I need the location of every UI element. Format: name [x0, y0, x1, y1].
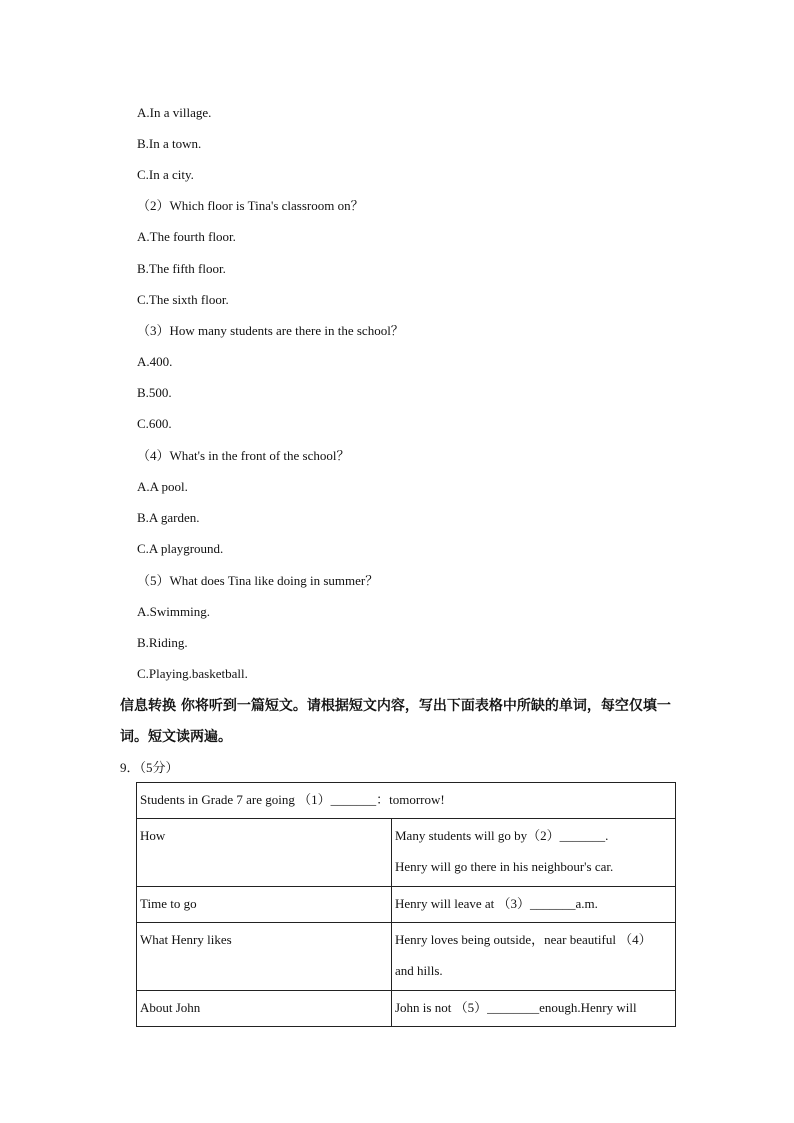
q2-option-a: A.The fourth floor. [137, 229, 236, 244]
question-number: 9．（5分） [120, 760, 179, 775]
row-label-cell [137, 991, 392, 1027]
section-instructions-line2: 词。短文读两遍。 [120, 729, 232, 745]
q5-option-c: C.Playing.basketball. [137, 666, 248, 681]
likes-line-1: Henry loves being outside，near beautiful （4） [395, 932, 652, 947]
table-header-text: Students in Grade 7 are going （1）_______：tomorrow! [140, 792, 445, 807]
table-row [137, 887, 676, 923]
q4-option-b: B.A garden. [137, 510, 200, 525]
q5-stem: （5）What does Tina like doing in summer？ [137, 573, 379, 588]
time-line-1: Henry will leave at （3）_______a.m. [395, 896, 598, 911]
row-content-cell [392, 887, 676, 923]
table-header-cell [137, 783, 676, 819]
q4-option-c: C.A playground. [137, 541, 224, 556]
row-label-about-john: About John [140, 1000, 201, 1015]
table-row [137, 819, 676, 887]
q3-option-b: B.500. [137, 385, 172, 400]
q2-stem: （2）Which floor is Tina's classroom on？ [137, 198, 364, 213]
q3-stem: （3）How many students are there in the school？ [137, 323, 404, 338]
row-label-what-henry-likes: What Henry likes [140, 932, 232, 947]
row-label-cell [137, 923, 392, 991]
how-line-1: Many students will go by（2）_______. [395, 828, 609, 843]
q2-option-b: B.The fifth floor. [137, 261, 226, 276]
table-row [137, 991, 676, 1027]
likes-line-2: and hills. [395, 963, 443, 978]
q2-option-c: C.The sixth floor. [137, 292, 229, 307]
q1-option-a: A.In a village. [137, 105, 212, 120]
q1-option-c: C.In a city. [137, 167, 194, 182]
john-line-1: John is not （5）________enough.Henry will [395, 1000, 637, 1015]
row-content-cell [392, 923, 676, 991]
q4-stem: （4）What's in the front of the school？ [137, 448, 350, 463]
table-row [137, 923, 676, 991]
row-label-cell [137, 887, 392, 923]
q4-option-a: A.A pool. [137, 479, 188, 494]
q1-option-b: B.In a town. [137, 136, 202, 151]
section-instructions-line1: 信息转换 你将听到一篇短文。请根据短文内容，写出下面表格中所缺的单词，每空仅填一 [120, 698, 671, 714]
row-label-cell [137, 819, 392, 887]
row-content-cell [392, 819, 676, 887]
q5-option-a: A.Swimming. [137, 604, 210, 619]
q5-option-b: B.Riding. [137, 635, 188, 650]
info-transfer-table [136, 782, 676, 1027]
row-content-cell [392, 991, 676, 1027]
row-label-time-to-go: Time to go [140, 896, 197, 911]
q3-option-a: A.400. [137, 354, 173, 369]
q3-option-c: C.600. [137, 416, 172, 431]
row-label-how: How [140, 828, 166, 843]
how-line-2: Henry will go there in his neighbour's car. [395, 859, 614, 874]
